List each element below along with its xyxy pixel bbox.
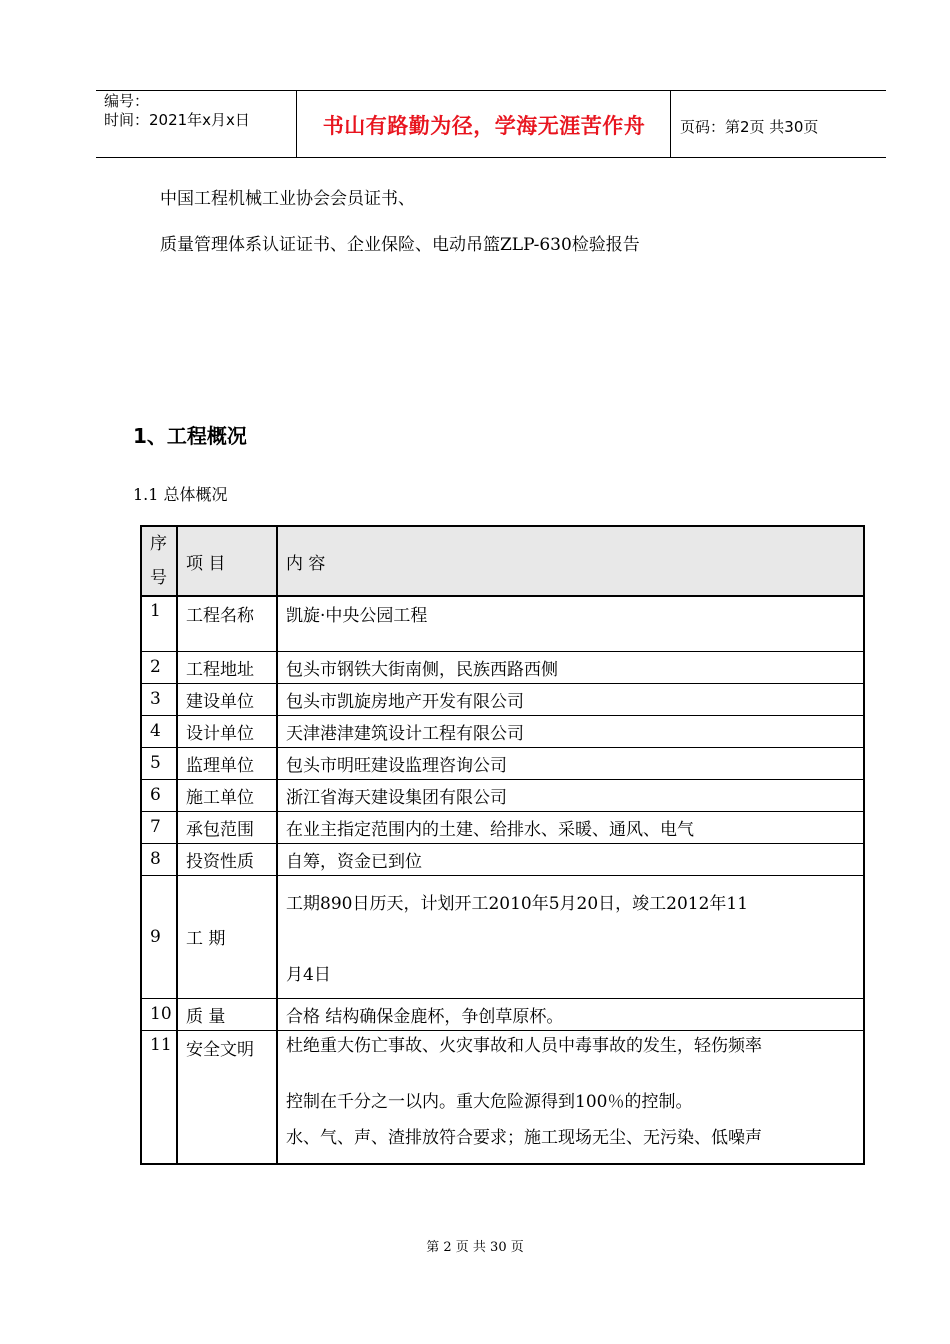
row-no: 8 [141, 843, 177, 875]
body-line-2: 质量管理体系认证证书、企业保险、电动吊篮ZLP-630检验报告 [160, 235, 640, 255]
row-item: 质 量 [177, 998, 277, 1030]
header-cell-content: 内 容 [277, 526, 864, 596]
row-no: 11 [141, 1030, 177, 1164]
row-no: 5 [141, 747, 177, 779]
row-no: 10 [141, 998, 177, 1030]
row-content: 包头市凯旋房地产开发有限公司 [277, 683, 864, 715]
row-content [277, 1030, 864, 1164]
row-content: 凯旋·中央公园工程 [277, 596, 864, 651]
row-content [277, 875, 864, 998]
row-content: 合格 结构确保金鹿杯，争创草原杯。 [277, 998, 864, 1030]
table-row [141, 1030, 864, 1164]
row-content: 天津港津建筑设计工程有限公司 [277, 715, 864, 747]
row-no: 7 [141, 811, 177, 843]
row-no: 2 [141, 651, 177, 683]
row-item: 工程地址 [177, 651, 277, 683]
header-code-label: 编号： [104, 92, 150, 110]
row-content: 包头市明旺建设监理咨询公司 [277, 747, 864, 779]
header-divider-left [296, 90, 297, 158]
row-item: 投资性质 [177, 843, 277, 875]
row-content-line: 月4日 [286, 964, 331, 985]
row-no: 4 [141, 715, 177, 747]
row-content: 浙江省海天建设集团有限公司 [277, 779, 864, 811]
header-bottom-rule [96, 157, 886, 158]
row-item: 工 期 [177, 875, 277, 998]
header-time-label: 时间：2021年x月x日 [104, 111, 250, 129]
table-row [141, 875, 864, 998]
header-cell-no: 序号 [141, 526, 177, 596]
row-no: 1 [141, 596, 177, 651]
table-row [141, 715, 864, 747]
row-item: 设计单位 [177, 715, 277, 747]
row-content: 包头市钢铁大街南侧，民族西路西侧 [277, 651, 864, 683]
row-content-line: 控制在千分之一以内。重大危险源得到100％的控制。 [286, 1091, 693, 1112]
row-item: 安全文明 [177, 1030, 277, 1164]
table-row [141, 779, 864, 811]
table-row [141, 651, 864, 683]
row-no: 9 [141, 875, 177, 998]
table-row [141, 811, 864, 843]
row-item: 监理单位 [177, 747, 277, 779]
row-item: 建设单位 [177, 683, 277, 715]
row-no: 3 [141, 683, 177, 715]
subsection-title: 1.1 总体概况 [133, 485, 228, 504]
body-line-1: 中国工程机械工业协会会员证书、 [160, 189, 415, 209]
table-row [141, 747, 864, 779]
header-left-block [104, 92, 250, 130]
table-row [141, 843, 864, 875]
table-header-row [141, 526, 864, 596]
table-row [141, 596, 864, 651]
header-top-rule [96, 90, 886, 91]
header-divider-right [670, 90, 671, 158]
row-content-line: 水、气、声、渣排放符合要求；施工现场无尘、无污染、低噪声 [286, 1127, 762, 1148]
row-content-line: 工期890日历天，计划开工2010年5月20日，竣工2012年11 [286, 893, 749, 914]
row-item: 承包范围 [177, 811, 277, 843]
overview-table [140, 525, 865, 1165]
section-title: 1、工程概况 [133, 424, 247, 448]
row-item: 施工单位 [177, 779, 277, 811]
table-row [141, 998, 864, 1030]
header-page-label: 页码：第2页 共30页 [680, 118, 819, 136]
header-cell-item: 项 目 [177, 526, 277, 596]
row-no: 6 [141, 779, 177, 811]
row-content: 在业主指定范围内的土建、给排水、采暖、通风、电气 [277, 811, 864, 843]
table-row [141, 683, 864, 715]
page-footer: 第 2 页 共 30 页 [426, 1240, 524, 1255]
header-motto: 书山有路勤为径，学海无涯苦作舟 [322, 114, 646, 138]
row-content-line: 杜绝重大伤亡事故、火灾事故和人员中毒事故的发生，轻伤频率 [286, 1035, 762, 1056]
row-content: 自筹，资金已到位 [277, 843, 864, 875]
row-item: 工程名称 [177, 596, 277, 651]
